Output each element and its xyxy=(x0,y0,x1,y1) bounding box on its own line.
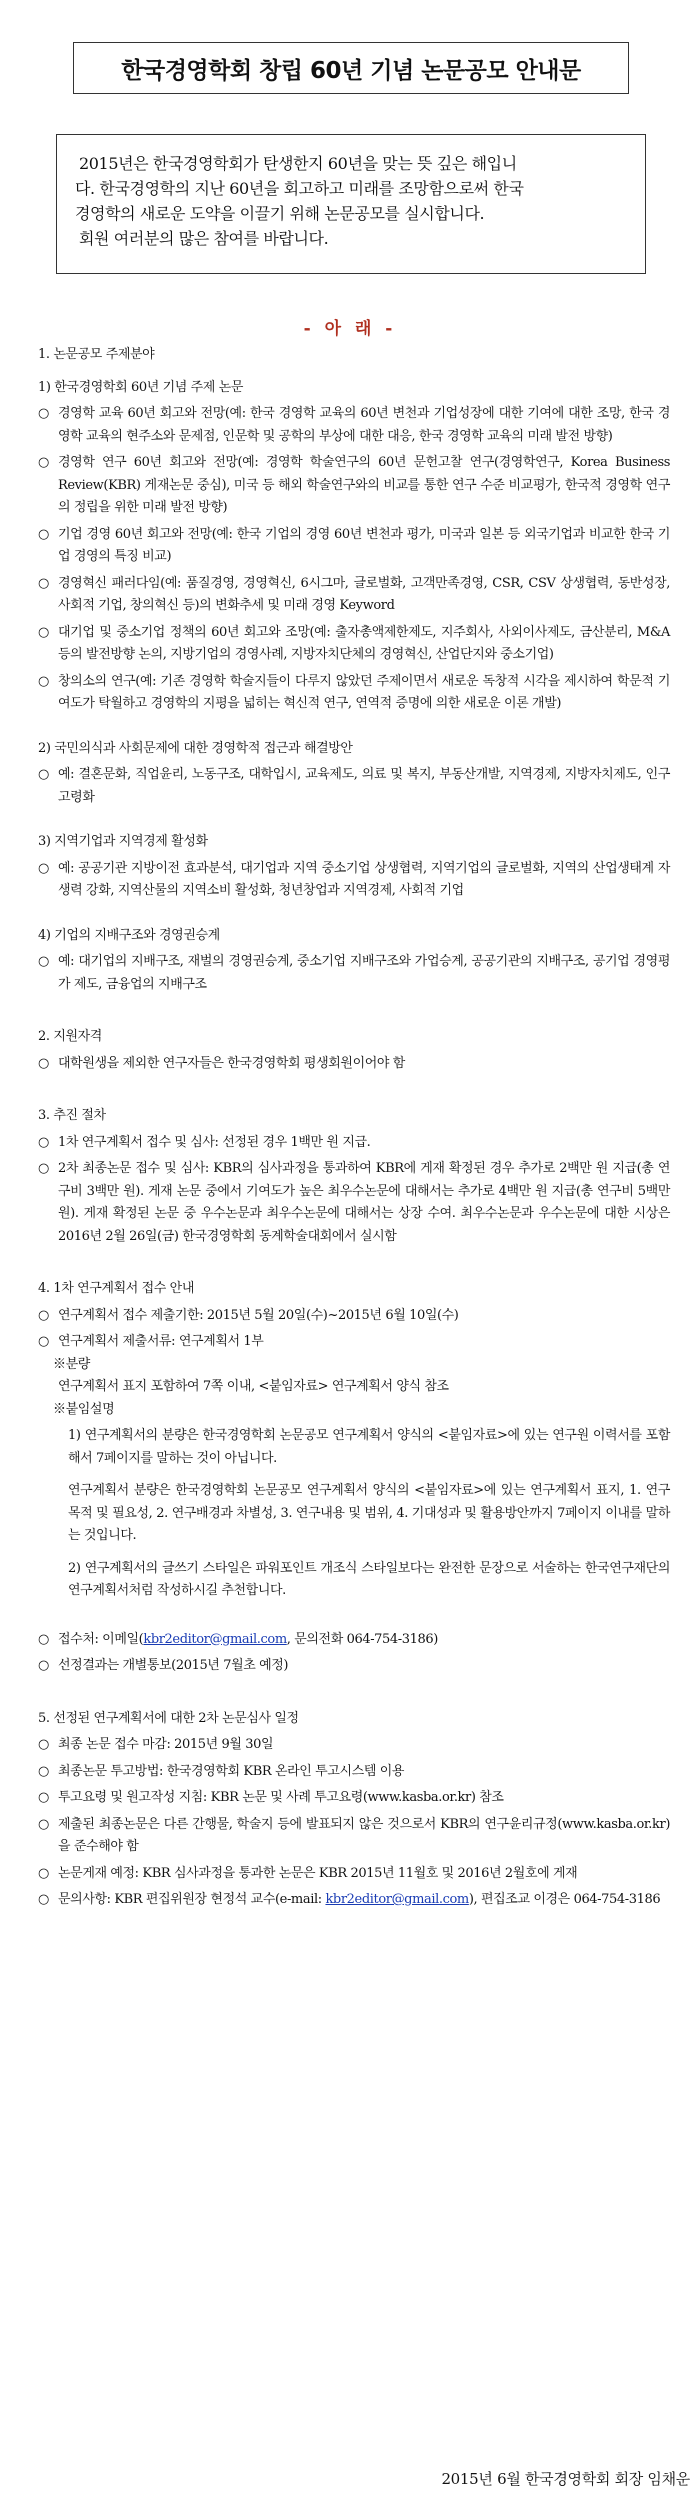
section-heading-proposal: 4. 1차 연구계획서 접수 안내 xyxy=(38,1281,194,1296)
circle-bullet-icon: ○ xyxy=(38,624,49,640)
note-label: ※붙임설명 xyxy=(53,1401,115,1417)
circle-bullet-icon: ○ xyxy=(38,1134,49,1150)
list-item: ○ 연구계획서 접수 제출기한: 2015년 5월 20일(수)~2015년 6월 10일(수) xyxy=(38,1305,670,1328)
note-text: 연구계획서 표지 포함하여 7쪽 이내, <붙임자료> 연구계획서 양식 참조 xyxy=(58,1379,449,1394)
list-item: ○ 문의사항: KBR 편집위원장 현정석 교수(e-mail: kbr2editor@gmail.com), 편집조교 이경은 064-754-3186 xyxy=(38,1889,670,1912)
circle-bullet-icon: ○ xyxy=(38,406,49,421)
circle-bullet-icon: ○ xyxy=(38,526,49,542)
circle-bullet-icon: ○ xyxy=(38,1334,49,1349)
list-item: ○ 제출된 최종논문은 다른 간행물, 학술지 등에 발표되지 않은 것으로서 KBR의 연구윤리규정(www.kasba.or.kr)을 준수해야 함 xyxy=(38,1814,670,1859)
intro-line: 회원 여러분의 많은 참여를 바랍니다. xyxy=(79,229,329,248)
circle-bullet-icon: ○ xyxy=(38,1737,49,1752)
page-title: 한국경영학회 창립 60년 기념 논문공모 안내문 xyxy=(73,42,629,94)
signature: 2015년 6월 한국경영학회 회장 임채운 xyxy=(441,2470,690,2488)
list-item: ○ 투고요령 및 원고작성 지침: KBR 논문 및 사례 투고요령(www.kasba.or.kr) 참조 xyxy=(38,1787,670,1810)
email-link[interactable]: kbr2editor@gmail.com xyxy=(325,1892,469,1907)
list-item: ○ 1차 연구계획서 접수 및 심사: 선정된 경우 1백만 원 지급. xyxy=(38,1132,670,1155)
intro-line: 경영학의 새로운 도약을 이끌기 위해 논문공모를 실시합니다. xyxy=(75,204,485,223)
subsection-heading: 3) 지역기업과 지역경제 활성화 xyxy=(38,834,208,849)
note-text: 연구계획서 분량은 한국경영학회 논문공모 연구계획서 양식의 <붙임자료>에 있는 연구계획서 표지, 1. 연구 목적 및 필요성, 2. 연구배경과 차별성, 3. 연구내용 및 범위, 4. 기대성과 및 활용방안까지 7페이지 이내를 말하는 것입니다. xyxy=(68,1483,670,1543)
circle-bullet-icon: ○ xyxy=(38,1790,49,1805)
intro-box xyxy=(56,134,646,274)
list-item: ○ 경영혁신 패러다임(예: 품질경영, 경영혁신, 6시그마, 글로벌화, 고객만족경영, CSR, CSV 상생협력, 동반성장, 사회적 기업, 창의혁신 등)의 변화추세 및 미래 경영 Keyword xyxy=(38,573,670,618)
section-heading-eligibility: 2. 지원자격 xyxy=(38,1029,102,1044)
list-item: ○ 경영학 교육 60년 회고와 전망(예: 한국 경영학 교육의 60년 변천과 기업성장에 대한 기여에 대한 조망, 한국 경영학 교육의 현주소와 문제점, 인문학 및 공학의 부상에 대한 대응, 한국 경영학 교육의 미래 발전 방향) xyxy=(38,403,670,448)
section-heading-procedure: 3. 추진 절차 xyxy=(38,1108,106,1123)
circle-bullet-icon: ○ xyxy=(38,1055,49,1071)
list-item: ○ 예: 결혼문화, 직업윤리, 노동구조, 대학입시, 교육제도, 의료 및 복지, 부동산개발, 지역경제, 지방자치제도, 인구고령화 xyxy=(38,764,670,809)
circle-bullet-icon: ○ xyxy=(38,1763,49,1779)
circle-bullet-icon: ○ xyxy=(38,1892,49,1907)
subsection-heading: 1) 한국경영학회 60년 기념 주제 논문 xyxy=(38,379,244,395)
circle-bullet-icon: ○ xyxy=(38,575,49,591)
circle-bullet-icon: ○ xyxy=(38,1658,49,1673)
note-text: 2) 연구계획서의 글쓰기 스타일은 파워포인트 개조식 스타일보다는 완전한 문장으로 서술하는 한국연구재단의 연구계획서처럼 작성하시길 추천합니다. xyxy=(68,1560,670,1598)
list-item: ○ 최종논문 투고방법: 한국경영학회 KBR 온라인 투고시스템 이용 xyxy=(38,1761,670,1784)
section-heading-topics: 1. 논문공모 주제분야 xyxy=(38,347,155,362)
list-item: ○ 경영학 연구 60년 회고와 전망(예: 경영학 학술연구의 60년 문헌고찰 연구(경영학연구, Korea Business Review(KBR) 게재논문 중심), 미국 등 해외 학술연구와의 비교를 통한 연구 수준 비교평가, 한국적 경영학 연구의 정립을 위한 미래 발전 방향) xyxy=(38,452,670,520)
list-item: ○ 대학원생을 제외한 연구자들은 한국경영학회 평생회원이어야 함 xyxy=(38,1053,670,1076)
email-link[interactable]: kbr2editor@gmail.com xyxy=(143,1631,287,1647)
section-heading-review: 5. 선정된 연구계획서에 대한 2차 논문심사 일정 xyxy=(38,1710,299,1726)
list-item: ○ 예: 공공기관 지방이전 효과분석, 대기업과 지역 중소기업 상생협력, 지역기업의 글로벌화, 지역의 산업생태계 자생력 강화, 지역산물의 지역소비 활성화, 청년창업과 지역경제, 사회적 기업 xyxy=(38,858,670,903)
circle-bullet-icon: ○ xyxy=(38,1307,49,1323)
list-item: ○ 대기업 및 중소기업 정책의 60년 회고와 조망(예: 출자총액제한제도, 지주회사, 사외이사제도, 금산분리, M&A 등의 발전방향 논의, 지방기업의 경영사례, 지방자치단체의 경영혁신, 산업단지와 중소기업) xyxy=(38,622,670,667)
intro-line: 2015년은 한국경영학회가 탄생한지 60년을 맞는 뜻 깊은 해입니 xyxy=(79,154,517,173)
list-item: ○ 창의소의 연구(예: 기존 경영학 학술지들이 다루지 않았던 주제이면서 새로운 독창적 시각을 제시하여 학문적 기여도가 탁월하고 경영학의 지평을 넓히는 혁신적 연구, 연역적 증명에 의한 새로운 이론 개발) xyxy=(38,671,670,716)
circle-bullet-icon: ○ xyxy=(38,954,49,969)
circle-bullet-icon: ○ xyxy=(38,1161,49,1176)
note-text: 1) 연구계획서의 분량은 한국경영학회 논문공모 연구계획서 양식의 <붙임자료>에 있는 연구원 이력서를 포함해서 7페이지를 말하는 것이 아닙니다. xyxy=(68,1428,670,1466)
list-item: ○ 예: 대기업의 지배구조, 재벌의 경영권승계, 중소기업 지배구조와 가업승계, 공공기관의 지배구조, 공기업 경영평가 제도, 금융업의 지배구조 xyxy=(38,951,670,996)
circle-bullet-icon: ○ xyxy=(38,767,49,782)
intro-line: 다. 한국경영학의 지난 60년을 회고하고 미래를 조망함으로써 한국 xyxy=(75,179,524,198)
list-item: ○ 기업 경영 60년 회고와 전망(예: 한국 기업의 경영 60년 변천과 평가, 미국과 일본 등 외국기업과 비교한 한국 기업 경영의 특징 비교) xyxy=(38,524,670,569)
list-item: ○ 연구계획서 제출서류: 연구계획서 1부 xyxy=(38,1331,670,1354)
list-item: ○ 최종 논문 접수 마감: 2015년 9월 30일 xyxy=(38,1734,670,1757)
list-item: ○ 선정결과는 개별통보(2015년 7월초 예정) xyxy=(38,1655,670,1678)
circle-bullet-icon: ○ xyxy=(38,1865,49,1881)
note-label: ※분량 xyxy=(53,1356,90,1372)
subsection-heading: 4) 기업의 지배구조와 경영권승계 xyxy=(38,927,220,943)
subsection-heading: 2) 국민의식과 사회문제에 대한 경영학적 접근과 해결방안 xyxy=(38,740,353,756)
list-item: ○ 2차 최종논문 접수 및 심사: KBR의 심사과정을 통과하여 KBR에 게재 확정된 경우 추가로 2백만 원 지급(총 연구비 3백만 원). 게재 논문 중에서 기여도가 높은 최우수논문에 대해서는 추가로 4백만 원 지급(총 연구비 5백만 원). 게재 확정된 논문 중 우수논문과 최우수논문에 대해서는 상장 수여. 최우수논문과 우수논문에 대한 시상은 2016년 2월 26일(금) 한국경영학회 동계학술대회에서 실시함 xyxy=(38,1158,670,1248)
section-divider-ahrae: - 아 래 - xyxy=(303,319,397,339)
circle-bullet-icon: ○ xyxy=(38,455,49,470)
list-item: ○ 논문게재 예정: KBR 심사과정을 통과한 논문은 KBR 2015년 11월호 및 2016년 2월호에 게재 xyxy=(38,1863,670,1886)
circle-bullet-icon: ○ xyxy=(38,673,49,689)
circle-bullet-icon: ○ xyxy=(38,1631,49,1647)
notice-body xyxy=(38,344,670,1912)
circle-bullet-icon: ○ xyxy=(38,860,49,876)
list-item: ○ 접수처: 이메일(kbr2editor@gmail.com, 문의전화 064-754-3186) xyxy=(38,1629,670,1652)
circle-bullet-icon: ○ xyxy=(38,1816,49,1832)
topic-list-1 xyxy=(38,403,670,716)
